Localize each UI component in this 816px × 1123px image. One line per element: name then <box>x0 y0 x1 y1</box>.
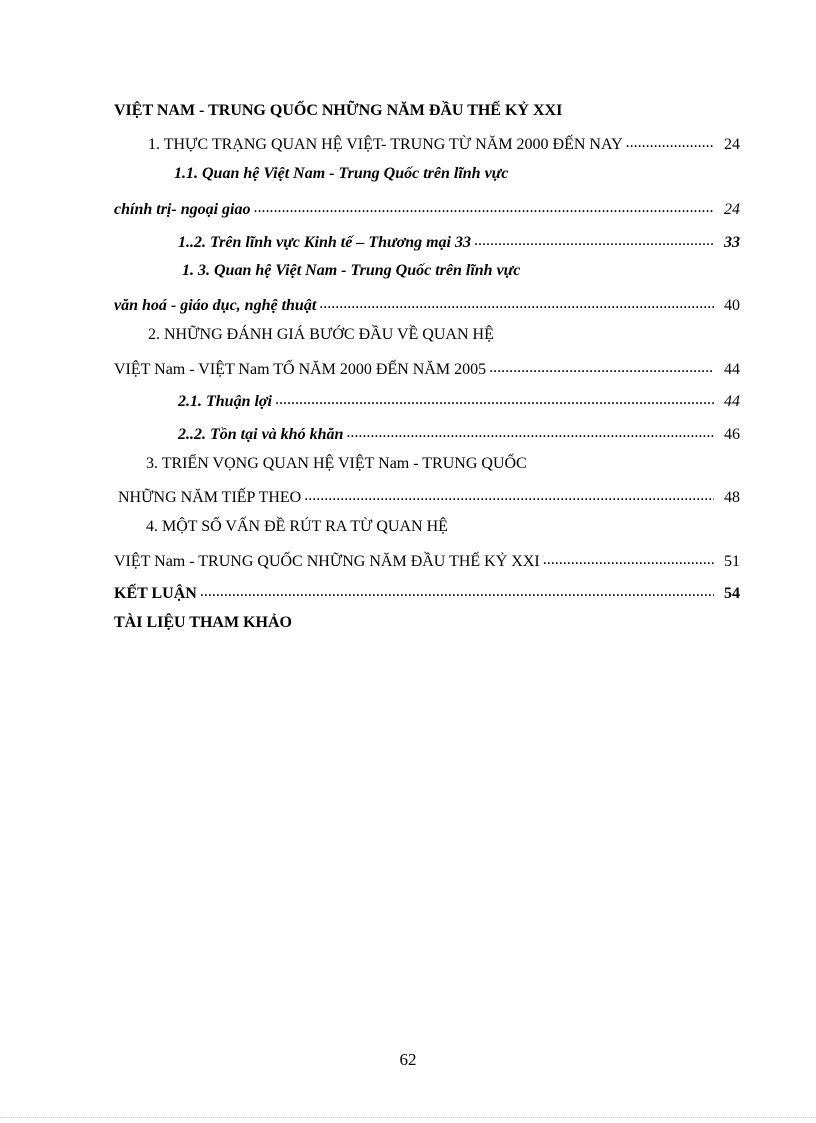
toc-entry[interactable] <box>114 130 740 154</box>
toc-entry[interactable] <box>114 195 740 219</box>
toc-leader <box>304 487 714 507</box>
toc-entry-text: 2. NHỮNG ĐÁNH GIÁ BƯỚC ĐẦU VỀ QUAN HỆ <box>148 326 494 343</box>
toc-entry-text[interactable]: TÀI LIỆU THAM KHẢO <box>114 614 292 631</box>
toc-page-number: 24 <box>724 201 740 218</box>
toc-page-number: 33 <box>724 234 740 251</box>
toc-entry-text: 2..2. Tồn tại và khó khăn <box>178 426 344 443</box>
toc-entry[interactable] <box>114 228 740 252</box>
toc-entry-text: 4. MỘT SỐ VẤN ĐỀ RÚT RA TỪ QUAN HỆ <box>146 518 448 535</box>
toc-entry-text: văn hoá - giáo dục, nghệ thuật <box>114 297 317 314</box>
toc-leader <box>319 295 714 315</box>
toc-entry[interactable] <box>114 355 740 379</box>
toc-entry-text: 2.1. Thuận lợi <box>178 393 272 410</box>
toc-entry-text: KẾT LUẬN <box>114 585 197 602</box>
toc-entry[interactable] <box>114 420 740 444</box>
toc-page-number: 40 <box>724 297 740 314</box>
toc-entry-text: VIỆT Nam - VIỆT Nam TỐ NĂM 2000 ĐẾN NĂM 2005 <box>114 361 487 378</box>
toc-entry-text: 1. THỰC TRẠNG QUAN HỆ VIỆT- TRUNG TỪ NĂM 2000 ĐẾN NAY <box>148 136 623 153</box>
toc-entry-text: 1.1. Quan hệ Việt Nam - Trung Quốc trên lĩnh vực <box>174 165 509 182</box>
toc-entry[interactable] <box>114 579 740 603</box>
toc-page-number: 24 <box>724 136 740 153</box>
toc-leader <box>275 391 714 411</box>
toc-leader <box>346 424 714 444</box>
page-number: 62 <box>399 1050 417 1069</box>
toc-leader <box>200 583 714 603</box>
toc-page-number: 48 <box>724 489 740 506</box>
toc-entry[interactable] <box>114 483 740 507</box>
toc-entry-text: 3. TRIỂN VỌNG QUAN HỆ VIỆT Nam - TRUNG QUỐC <box>146 455 527 472</box>
toc-entry-text: 1..2. Trên lĩnh vực Kinh tế – Thương mại 33 <box>178 234 471 251</box>
toc-page-number: 51 <box>724 553 740 570</box>
toc-entry-text: chính trị- ngoại giao <box>114 201 251 218</box>
toc-entry[interactable] <box>114 387 740 411</box>
toc-heading-top: VIỆT NAM - TRUNG QUỐC NHỮNG NĂM ĐẦU THẾ KỶ XXI <box>114 102 563 119</box>
toc-leader <box>474 232 714 252</box>
toc-leader <box>253 199 714 219</box>
toc-leader <box>626 134 714 154</box>
toc-entry-text: 1. 3. Quan hệ Việt Nam - Trung Quốc trên lĩnh vực <box>182 262 521 279</box>
page-bottom-rule <box>0 1117 816 1118</box>
toc-page-number: 54 <box>724 585 740 602</box>
toc-entry-text: NHỮNG NĂM TIẾP THEO <box>118 489 302 506</box>
toc-page-number: 44 <box>724 393 740 410</box>
toc-entry[interactable] <box>114 291 740 315</box>
toc-entry[interactable] <box>114 547 740 571</box>
toc-entry-text: VIỆT Nam - TRUNG QUỐC NHỮNG NĂM ĐẦU THẾ KỶ XXI <box>114 553 540 570</box>
toc-page-number: 46 <box>724 426 740 443</box>
toc-page-number: 44 <box>724 361 740 378</box>
toc-leader <box>543 551 714 571</box>
toc-leader <box>489 359 714 379</box>
